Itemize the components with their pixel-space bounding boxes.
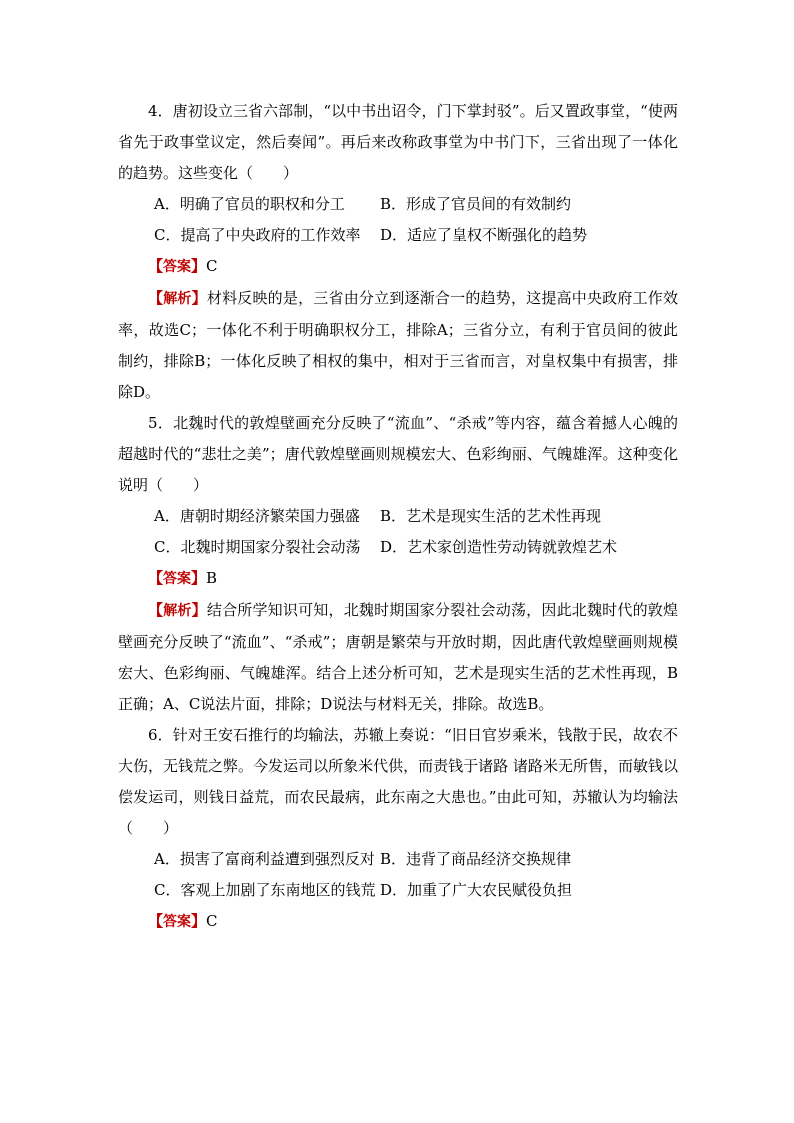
question-5-option-d: D．艺术家创造性劳动铸就敦煌艺术	[380, 538, 618, 556]
question-6-options-row-1	[118, 844, 678, 875]
question-5-analysis: 【解析】结合所学知识可知，北魏时期国家分裂社会动荡，因此北魏时代的敦煌壁画充分反映了“流血”、“杀戒”；唐朝是繁荣与开放时期，因此唐代敦煌壁画则规模宏大、色彩绚丽、气魄雄浑。结合上述分析可知，艺术是现实生活的艺术性再现，B正确；A、C说法片面，排除；D说法与材料无关，排除。故选B。	[118, 601, 678, 713]
question-6-options-row-2	[118, 875, 678, 906]
question-6-option-d: D．加重了广大农民赋役负担	[380, 881, 573, 899]
answer-label: 答案	[163, 259, 192, 275]
question-5-option-c: C．北魏时期国家分裂社会动荡	[154, 538, 361, 556]
question-4-stem: 4．唐初设立三省六部制，“以中书出诏令，门下掌封驳”。后又置政事堂，“使两省先于政事堂议定，然后奏闻”。再后来改称政事堂为中书门下，三省出现了一体化的趋势。这些变化（ ）	[118, 102, 678, 182]
answer-value: B	[206, 569, 218, 587]
answer-value: C	[206, 257, 218, 275]
analysis-label: 解析	[163, 291, 192, 307]
question-5-option-a: A．唐朝时期经济繁荣国力强盛	[154, 507, 360, 525]
question-6-answer: 【答案】C	[148, 912, 218, 930]
question-4-option-c: C．提高了中央政府的工作效率	[154, 226, 361, 244]
question-5-options-row-1	[118, 501, 678, 532]
document-page	[118, 96, 678, 938]
answer-value: C	[206, 912, 218, 930]
question-4-option-b: B．形成了官员间的有效制约	[380, 195, 572, 213]
answer-label: 答案	[163, 914, 192, 930]
question-6-option-a: A．损害了富商利益遭到强烈反对	[154, 850, 375, 868]
question-4-options-row-2	[118, 220, 678, 251]
question-4-option-d: D．适应了皇权不断强化的趋势	[380, 226, 588, 244]
question-5-stem: 5．北魏时代的敦煌壁画充分反映了“流血”、“杀戒”等内容，蕴含着撼人心魄的超越时代的“悲壮之美”；唐代敦煌壁画则规模宏大、色彩绚丽、气魄雄浑。这种变化说明（ ）	[118, 414, 678, 494]
analysis-label: 解析	[163, 603, 192, 619]
answer-label: 答案	[163, 571, 192, 587]
question-4-option-a: A．明确了官员的职权和分工	[154, 195, 345, 213]
analysis-text: 材料反映的是，三省由分立到逐渐合一的趋势，这提高中央政府工作效率，故选C；一体化不利于明确职权分工，排除A；三省分立，有利于官员间的彼此制约，排除B；一体化反映了相权的集中，相对于三省而言，对皇权集中有损害，排除D。	[118, 289, 678, 401]
question-4-options-row-1	[118, 189, 678, 220]
question-6-option-b: B．违背了商品经济交换规律	[380, 850, 572, 868]
question-4-answer: 【答案】C	[148, 257, 218, 275]
question-5-option-b: B．艺术是现实生活的艺术性再现	[380, 507, 602, 525]
question-5-options-row-2	[118, 532, 678, 563]
question-6-option-c: C．客观上加剧了东南地区的钱荒	[154, 881, 376, 899]
analysis-text: 结合所学知识可知，北魏时期国家分裂社会动荡，因此北魏时代的敦煌壁画充分反映了“流血”、“杀戒”；唐朝是繁荣与开放时期，因此唐代敦煌壁画则规模宏大、色彩绚丽、气魄雄浑。结合上述分析可知，艺术是现实生活的艺术性再现，B正确；A、C说法片面，排除；D说法与材料无关，排除。故选B。	[118, 601, 678, 713]
question-6-stem: 6．针对王安石推行的均输法，苏辙上奏说：“旧日官岁乘米，钱散于民，故农不大伤，无钱荒之弊。今发运司以所象米代供，而责钱于诸路 诸路米无所售，而敏钱以偿发运司，则钱日益荒，而农民最病，此东南之大患也。”由此可知，苏辙认为均输法（ ）	[118, 726, 678, 837]
question-4-analysis: 【解析】材料反映的是，三省由分立到逐渐合一的趋势，这提高中央政府工作效率，故选C；一体化不利于明确职权分工，排除A；三省分立，有利于官员间的彼此制约，排除B；一体化反映了相权的集中，相对于三省而言，对皇权集中有损害，排除D。	[118, 289, 678, 401]
question-5-answer: 【答案】B	[148, 569, 218, 587]
